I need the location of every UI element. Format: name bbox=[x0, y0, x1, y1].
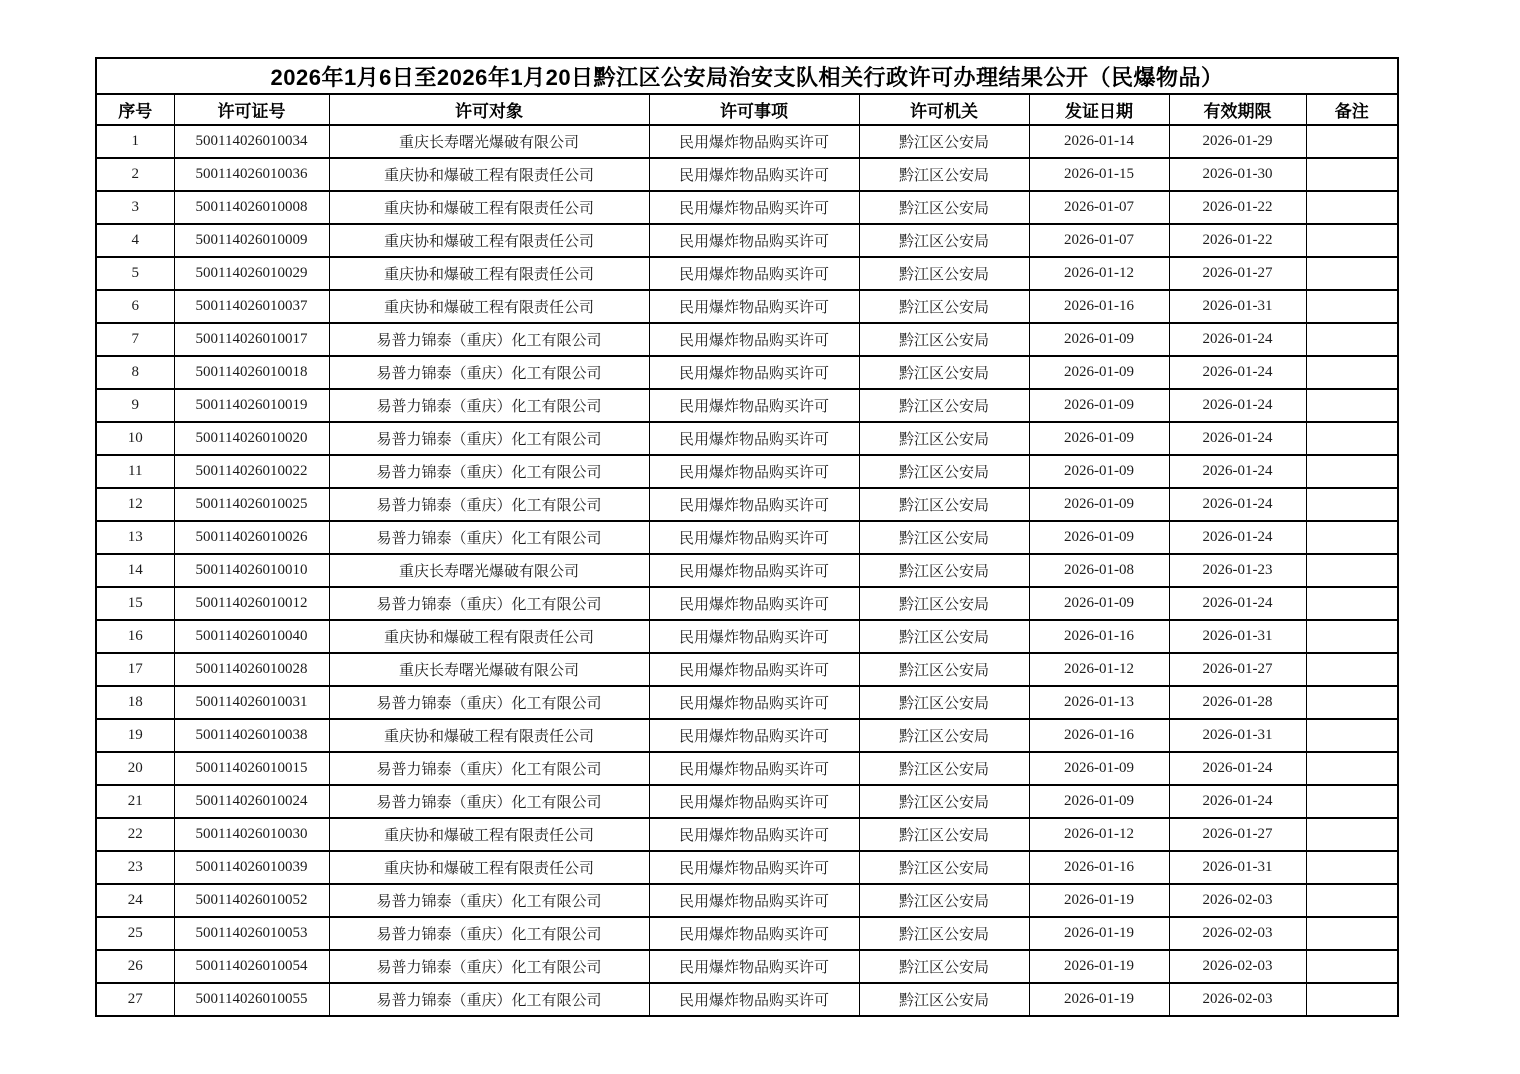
cell-license-no: 500114026010054 bbox=[174, 950, 329, 983]
cell-matter: 民用爆炸物品购买许可 bbox=[649, 818, 859, 851]
permit-results-table bbox=[95, 57, 1399, 1017]
cell-license-no: 500114026010022 bbox=[174, 455, 329, 488]
cell-valid-until: 2026-01-31 bbox=[1169, 620, 1306, 653]
cell-serial: 21 bbox=[96, 785, 174, 818]
cell-valid-until: 2026-01-27 bbox=[1169, 818, 1306, 851]
cell-valid-until: 2026-01-24 bbox=[1169, 521, 1306, 554]
cell-issue-date: 2026-01-19 bbox=[1029, 950, 1169, 983]
cell-matter: 民用爆炸物品购买许可 bbox=[649, 587, 859, 620]
cell-remark bbox=[1306, 191, 1398, 224]
cell-valid-until: 2026-01-24 bbox=[1169, 422, 1306, 455]
cell-issue-date: 2026-01-16 bbox=[1029, 719, 1169, 752]
cell-authority: 黔江区公安局 bbox=[859, 818, 1029, 851]
cell-matter: 民用爆炸物品购买许可 bbox=[649, 191, 859, 224]
cell-valid-until: 2026-01-31 bbox=[1169, 290, 1306, 323]
column-header-remark: 备注 bbox=[1306, 94, 1398, 125]
cell-authority: 黔江区公安局 bbox=[859, 191, 1029, 224]
cell-remark bbox=[1306, 818, 1398, 851]
cell-authority: 黔江区公安局 bbox=[859, 752, 1029, 785]
cell-serial: 3 bbox=[96, 191, 174, 224]
cell-remark bbox=[1306, 950, 1398, 983]
cell-serial: 8 bbox=[96, 356, 174, 389]
table-row bbox=[96, 158, 1398, 191]
cell-authority: 黔江区公安局 bbox=[859, 257, 1029, 290]
cell-matter: 民用爆炸物品购买许可 bbox=[649, 851, 859, 884]
cell-licensee: 易普力锦泰（重庆）化工有限公司 bbox=[329, 455, 649, 488]
cell-authority: 黔江区公安局 bbox=[859, 323, 1029, 356]
cell-licensee: 易普力锦泰（重庆）化工有限公司 bbox=[329, 389, 649, 422]
cell-authority: 黔江区公安局 bbox=[859, 158, 1029, 191]
cell-authority: 黔江区公安局 bbox=[859, 884, 1029, 917]
table-body bbox=[96, 125, 1398, 1016]
table-row bbox=[96, 290, 1398, 323]
column-header-valid-until: 有效期限 bbox=[1169, 94, 1306, 125]
cell-license-no: 500114026010025 bbox=[174, 488, 329, 521]
title-row bbox=[96, 58, 1398, 94]
cell-remark bbox=[1306, 554, 1398, 587]
table-row bbox=[96, 191, 1398, 224]
cell-remark bbox=[1306, 455, 1398, 488]
cell-valid-until: 2026-01-24 bbox=[1169, 455, 1306, 488]
cell-issue-date: 2026-01-09 bbox=[1029, 356, 1169, 389]
cell-remark bbox=[1306, 686, 1398, 719]
cell-remark bbox=[1306, 785, 1398, 818]
cell-licensee: 重庆协和爆破工程有限责任公司 bbox=[329, 818, 649, 851]
cell-license-no: 500114026010038 bbox=[174, 719, 329, 752]
cell-license-no: 500114026010052 bbox=[174, 884, 329, 917]
cell-matter: 民用爆炸物品购买许可 bbox=[649, 653, 859, 686]
cell-authority: 黔江区公安局 bbox=[859, 983, 1029, 1016]
header-row bbox=[96, 94, 1398, 125]
cell-licensee: 易普力锦泰（重庆）化工有限公司 bbox=[329, 785, 649, 818]
cell-remark bbox=[1306, 752, 1398, 785]
cell-authority: 黔江区公安局 bbox=[859, 686, 1029, 719]
cell-valid-until: 2026-01-22 bbox=[1169, 191, 1306, 224]
cell-matter: 民用爆炸物品购买许可 bbox=[649, 785, 859, 818]
cell-licensee: 易普力锦泰（重庆）化工有限公司 bbox=[329, 950, 649, 983]
cell-matter: 民用爆炸物品购买许可 bbox=[649, 356, 859, 389]
cell-licensee: 易普力锦泰（重庆）化工有限公司 bbox=[329, 521, 649, 554]
cell-license-no: 500114026010040 bbox=[174, 620, 329, 653]
cell-licensee: 重庆协和爆破工程有限责任公司 bbox=[329, 158, 649, 191]
cell-matter: 民用爆炸物品购买许可 bbox=[649, 686, 859, 719]
cell-remark bbox=[1306, 257, 1398, 290]
cell-matter: 民用爆炸物品购买许可 bbox=[649, 488, 859, 521]
cell-remark bbox=[1306, 653, 1398, 686]
cell-remark bbox=[1306, 488, 1398, 521]
cell-serial: 6 bbox=[96, 290, 174, 323]
cell-license-no: 500114026010031 bbox=[174, 686, 329, 719]
cell-licensee: 重庆协和爆破工程有限责任公司 bbox=[329, 719, 649, 752]
cell-licensee: 易普力锦泰（重庆）化工有限公司 bbox=[329, 323, 649, 356]
cell-serial: 25 bbox=[96, 917, 174, 950]
cell-remark bbox=[1306, 356, 1398, 389]
table-row bbox=[96, 884, 1398, 917]
cell-remark bbox=[1306, 290, 1398, 323]
column-header-authority: 许可机关 bbox=[859, 94, 1029, 125]
cell-issue-date: 2026-01-15 bbox=[1029, 158, 1169, 191]
table-title: 2026年1月6日至2026年1月20日黔江区公安局治安支队相关行政许可办理结果公开（民爆物品） bbox=[96, 58, 1398, 94]
cell-matter: 民用爆炸物品购买许可 bbox=[649, 455, 859, 488]
cell-license-no: 500114026010037 bbox=[174, 290, 329, 323]
cell-authority: 黔江区公安局 bbox=[859, 851, 1029, 884]
cell-license-no: 500114026010030 bbox=[174, 818, 329, 851]
table-row bbox=[96, 488, 1398, 521]
cell-remark bbox=[1306, 884, 1398, 917]
cell-authority: 黔江区公安局 bbox=[859, 554, 1029, 587]
cell-matter: 民用爆炸物品购买许可 bbox=[649, 224, 859, 257]
cell-serial: 2 bbox=[96, 158, 174, 191]
cell-licensee: 易普力锦泰（重庆）化工有限公司 bbox=[329, 356, 649, 389]
cell-serial: 14 bbox=[96, 554, 174, 587]
table-row bbox=[96, 818, 1398, 851]
cell-remark bbox=[1306, 983, 1398, 1016]
cell-issue-date: 2026-01-09 bbox=[1029, 323, 1169, 356]
cell-license-no: 500114026010024 bbox=[174, 785, 329, 818]
table-row bbox=[96, 323, 1398, 356]
column-header-serial: 序号 bbox=[96, 94, 174, 125]
cell-license-no: 500114026010029 bbox=[174, 257, 329, 290]
cell-authority: 黔江区公安局 bbox=[859, 785, 1029, 818]
cell-authority: 黔江区公安局 bbox=[859, 587, 1029, 620]
cell-valid-until: 2026-02-03 bbox=[1169, 950, 1306, 983]
cell-license-no: 500114026010028 bbox=[174, 653, 329, 686]
column-header-matter: 许可事项 bbox=[649, 94, 859, 125]
cell-serial: 12 bbox=[96, 488, 174, 521]
cell-licensee: 易普力锦泰（重庆）化工有限公司 bbox=[329, 917, 649, 950]
cell-matter: 民用爆炸物品购买许可 bbox=[649, 620, 859, 653]
cell-issue-date: 2026-01-09 bbox=[1029, 389, 1169, 422]
cell-serial: 16 bbox=[96, 620, 174, 653]
cell-valid-until: 2026-01-24 bbox=[1169, 323, 1306, 356]
cell-valid-until: 2026-02-03 bbox=[1169, 917, 1306, 950]
cell-issue-date: 2026-01-12 bbox=[1029, 257, 1169, 290]
cell-authority: 黔江区公安局 bbox=[859, 422, 1029, 455]
cell-valid-until: 2026-01-29 bbox=[1169, 125, 1306, 158]
cell-license-no: 500114026010034 bbox=[174, 125, 329, 158]
table-row bbox=[96, 719, 1398, 752]
cell-valid-until: 2026-01-24 bbox=[1169, 587, 1306, 620]
table-row bbox=[96, 653, 1398, 686]
cell-valid-until: 2026-01-30 bbox=[1169, 158, 1306, 191]
table-row bbox=[96, 554, 1398, 587]
cell-serial: 11 bbox=[96, 455, 174, 488]
cell-issue-date: 2026-01-09 bbox=[1029, 785, 1169, 818]
table-row bbox=[96, 422, 1398, 455]
cell-licensee: 重庆协和爆破工程有限责任公司 bbox=[329, 224, 649, 257]
cell-licensee: 重庆协和爆破工程有限责任公司 bbox=[329, 290, 649, 323]
cell-serial: 19 bbox=[96, 719, 174, 752]
cell-license-no: 500114026010018 bbox=[174, 356, 329, 389]
cell-authority: 黔江区公安局 bbox=[859, 521, 1029, 554]
cell-valid-until: 2026-02-03 bbox=[1169, 983, 1306, 1016]
cell-issue-date: 2026-01-16 bbox=[1029, 290, 1169, 323]
cell-issue-date: 2026-01-09 bbox=[1029, 455, 1169, 488]
cell-licensee: 重庆协和爆破工程有限责任公司 bbox=[329, 191, 649, 224]
cell-issue-date: 2026-01-16 bbox=[1029, 851, 1169, 884]
cell-issue-date: 2026-01-14 bbox=[1029, 125, 1169, 158]
cell-issue-date: 2026-01-08 bbox=[1029, 554, 1169, 587]
cell-authority: 黔江区公安局 bbox=[859, 950, 1029, 983]
cell-issue-date: 2026-01-13 bbox=[1029, 686, 1169, 719]
table-row bbox=[96, 356, 1398, 389]
table-row bbox=[96, 950, 1398, 983]
cell-serial: 24 bbox=[96, 884, 174, 917]
cell-matter: 民用爆炸物品购买许可 bbox=[649, 521, 859, 554]
cell-serial: 7 bbox=[96, 323, 174, 356]
cell-matter: 民用爆炸物品购买许可 bbox=[649, 554, 859, 587]
column-header-issue-date: 发证日期 bbox=[1029, 94, 1169, 125]
cell-serial: 17 bbox=[96, 653, 174, 686]
cell-issue-date: 2026-01-09 bbox=[1029, 422, 1169, 455]
cell-serial: 10 bbox=[96, 422, 174, 455]
cell-serial: 27 bbox=[96, 983, 174, 1016]
cell-matter: 民用爆炸物品购买许可 bbox=[649, 290, 859, 323]
cell-licensee: 重庆协和爆破工程有限责任公司 bbox=[329, 851, 649, 884]
cell-licensee: 重庆长寿曙光爆破有限公司 bbox=[329, 554, 649, 587]
cell-valid-until: 2026-02-03 bbox=[1169, 884, 1306, 917]
cell-issue-date: 2026-01-19 bbox=[1029, 884, 1169, 917]
cell-valid-until: 2026-01-24 bbox=[1169, 488, 1306, 521]
cell-authority: 黔江区公安局 bbox=[859, 488, 1029, 521]
cell-authority: 黔江区公安局 bbox=[859, 389, 1029, 422]
cell-remark bbox=[1306, 587, 1398, 620]
cell-licensee: 易普力锦泰（重庆）化工有限公司 bbox=[329, 884, 649, 917]
cell-issue-date: 2026-01-19 bbox=[1029, 917, 1169, 950]
cell-license-no: 500114026010010 bbox=[174, 554, 329, 587]
cell-license-no: 500114026010053 bbox=[174, 917, 329, 950]
cell-authority: 黔江区公安局 bbox=[859, 455, 1029, 488]
cell-remark bbox=[1306, 620, 1398, 653]
cell-matter: 民用爆炸物品购买许可 bbox=[649, 917, 859, 950]
cell-serial: 22 bbox=[96, 818, 174, 851]
cell-issue-date: 2026-01-07 bbox=[1029, 191, 1169, 224]
cell-serial: 1 bbox=[96, 125, 174, 158]
cell-matter: 民用爆炸物品购买许可 bbox=[649, 422, 859, 455]
cell-license-no: 500114026010012 bbox=[174, 587, 329, 620]
cell-serial: 13 bbox=[96, 521, 174, 554]
cell-matter: 民用爆炸物品购买许可 bbox=[649, 257, 859, 290]
table-row bbox=[96, 224, 1398, 257]
table-row bbox=[96, 620, 1398, 653]
table-row bbox=[96, 686, 1398, 719]
cell-valid-until: 2026-01-24 bbox=[1169, 785, 1306, 818]
cell-matter: 民用爆炸物品购买许可 bbox=[649, 389, 859, 422]
cell-license-no: 500114026010019 bbox=[174, 389, 329, 422]
cell-matter: 民用爆炸物品购买许可 bbox=[649, 323, 859, 356]
cell-valid-until: 2026-01-31 bbox=[1169, 851, 1306, 884]
cell-serial: 4 bbox=[96, 224, 174, 257]
table-row bbox=[96, 587, 1398, 620]
cell-remark bbox=[1306, 521, 1398, 554]
cell-remark bbox=[1306, 422, 1398, 455]
cell-issue-date: 2026-01-09 bbox=[1029, 488, 1169, 521]
cell-licensee: 重庆协和爆破工程有限责任公司 bbox=[329, 257, 649, 290]
cell-license-no: 500114026010009 bbox=[174, 224, 329, 257]
cell-valid-until: 2026-01-27 bbox=[1169, 653, 1306, 686]
cell-remark bbox=[1306, 158, 1398, 191]
cell-license-no: 500114026010055 bbox=[174, 983, 329, 1016]
cell-serial: 26 bbox=[96, 950, 174, 983]
cell-valid-until: 2026-01-24 bbox=[1169, 752, 1306, 785]
cell-valid-until: 2026-01-22 bbox=[1169, 224, 1306, 257]
cell-license-no: 500114026010039 bbox=[174, 851, 329, 884]
cell-authority: 黔江区公安局 bbox=[859, 125, 1029, 158]
cell-licensee: 易普力锦泰（重庆）化工有限公司 bbox=[329, 686, 649, 719]
cell-license-no: 500114026010026 bbox=[174, 521, 329, 554]
cell-matter: 民用爆炸物品购买许可 bbox=[649, 884, 859, 917]
cell-issue-date: 2026-01-12 bbox=[1029, 818, 1169, 851]
table-row bbox=[96, 785, 1398, 818]
cell-matter: 民用爆炸物品购买许可 bbox=[649, 158, 859, 191]
cell-authority: 黔江区公安局 bbox=[859, 356, 1029, 389]
cell-licensee: 易普力锦泰（重庆）化工有限公司 bbox=[329, 983, 649, 1016]
cell-licensee: 易普力锦泰（重庆）化工有限公司 bbox=[329, 587, 649, 620]
cell-issue-date: 2026-01-09 bbox=[1029, 752, 1169, 785]
cell-issue-date: 2026-01-19 bbox=[1029, 983, 1169, 1016]
table-row bbox=[96, 455, 1398, 488]
table-row bbox=[96, 125, 1398, 158]
table-row bbox=[96, 851, 1398, 884]
cell-matter: 民用爆炸物品购买许可 bbox=[649, 950, 859, 983]
cell-authority: 黔江区公安局 bbox=[859, 653, 1029, 686]
cell-matter: 民用爆炸物品购买许可 bbox=[649, 125, 859, 158]
table-row bbox=[96, 521, 1398, 554]
column-header-license-no: 许可证号 bbox=[174, 94, 329, 125]
cell-matter: 民用爆炸物品购买许可 bbox=[649, 719, 859, 752]
cell-valid-until: 2026-01-31 bbox=[1169, 719, 1306, 752]
cell-valid-until: 2026-01-27 bbox=[1169, 257, 1306, 290]
cell-authority: 黔江区公安局 bbox=[859, 719, 1029, 752]
table-row bbox=[96, 257, 1398, 290]
cell-authority: 黔江区公安局 bbox=[859, 290, 1029, 323]
cell-matter: 民用爆炸物品购买许可 bbox=[649, 752, 859, 785]
cell-licensee: 易普力锦泰（重庆）化工有限公司 bbox=[329, 422, 649, 455]
cell-license-no: 500114026010015 bbox=[174, 752, 329, 785]
cell-issue-date: 2026-01-09 bbox=[1029, 521, 1169, 554]
cell-valid-until: 2026-01-23 bbox=[1169, 554, 1306, 587]
cell-licensee: 重庆协和爆破工程有限责任公司 bbox=[329, 620, 649, 653]
cell-serial: 23 bbox=[96, 851, 174, 884]
cell-serial: 5 bbox=[96, 257, 174, 290]
cell-license-no: 500114026010036 bbox=[174, 158, 329, 191]
cell-licensee: 易普力锦泰（重庆）化工有限公司 bbox=[329, 752, 649, 785]
cell-issue-date: 2026-01-07 bbox=[1029, 224, 1169, 257]
cell-serial: 20 bbox=[96, 752, 174, 785]
cell-valid-until: 2026-01-24 bbox=[1169, 356, 1306, 389]
table-row bbox=[96, 917, 1398, 950]
cell-license-no: 500114026010020 bbox=[174, 422, 329, 455]
table-row bbox=[96, 389, 1398, 422]
column-header-licensee: 许可对象 bbox=[329, 94, 649, 125]
cell-valid-until: 2026-01-28 bbox=[1169, 686, 1306, 719]
cell-licensee: 易普力锦泰（重庆）化工有限公司 bbox=[329, 488, 649, 521]
cell-authority: 黔江区公安局 bbox=[859, 224, 1029, 257]
cell-remark bbox=[1306, 851, 1398, 884]
cell-authority: 黔江区公安局 bbox=[859, 620, 1029, 653]
cell-license-no: 500114026010008 bbox=[174, 191, 329, 224]
cell-remark bbox=[1306, 224, 1398, 257]
cell-remark bbox=[1306, 323, 1398, 356]
cell-issue-date: 2026-01-09 bbox=[1029, 587, 1169, 620]
cell-issue-date: 2026-01-12 bbox=[1029, 653, 1169, 686]
cell-matter: 民用爆炸物品购买许可 bbox=[649, 983, 859, 1016]
cell-authority: 黔江区公安局 bbox=[859, 917, 1029, 950]
cell-serial: 9 bbox=[96, 389, 174, 422]
cell-licensee: 重庆长寿曙光爆破有限公司 bbox=[329, 125, 649, 158]
cell-valid-until: 2026-01-24 bbox=[1169, 389, 1306, 422]
cell-remark bbox=[1306, 719, 1398, 752]
cell-remark bbox=[1306, 389, 1398, 422]
cell-remark bbox=[1306, 125, 1398, 158]
table-row bbox=[96, 752, 1398, 785]
cell-issue-date: 2026-01-16 bbox=[1029, 620, 1169, 653]
cell-serial: 18 bbox=[96, 686, 174, 719]
cell-license-no: 500114026010017 bbox=[174, 323, 329, 356]
cell-licensee: 重庆长寿曙光爆破有限公司 bbox=[329, 653, 649, 686]
cell-remark bbox=[1306, 917, 1398, 950]
cell-serial: 15 bbox=[96, 587, 174, 620]
table-row bbox=[96, 983, 1398, 1016]
